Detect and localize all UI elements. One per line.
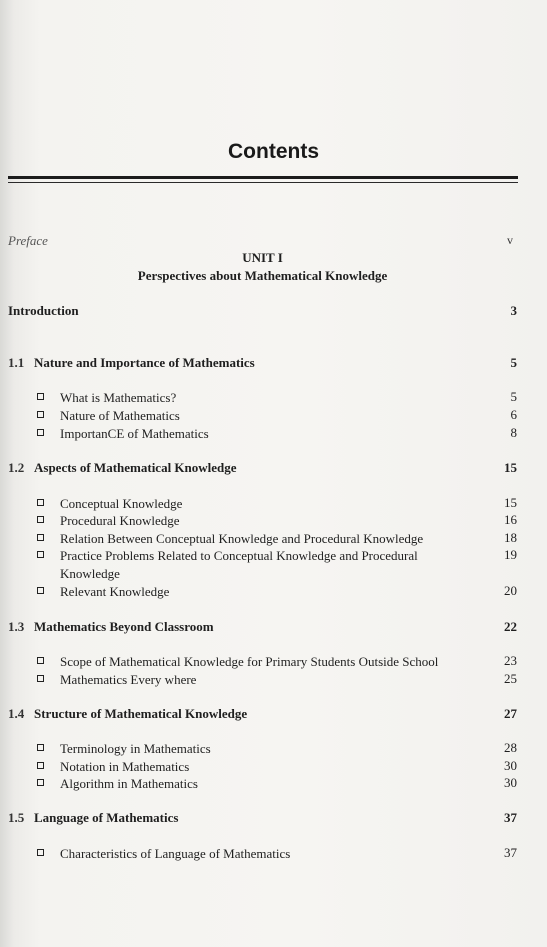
section-title: Language of Mathematics: [34, 810, 179, 825]
section-heading: [8, 619, 214, 635]
toc-item: [37, 845, 477, 863]
introduction-page: 3: [510, 303, 517, 318]
toc-item: [37, 547, 477, 582]
unit-subtitle: Perspectives about Mathematical Knowledge: [137, 268, 388, 283]
section-number: 1.4: [8, 706, 25, 721]
checkbox-bullet-icon: [37, 779, 44, 786]
section-number: 1.5: [8, 810, 25, 825]
unit-heading: UNIT I: [242, 250, 283, 265]
toc-item-label: Scope of Mathematical Knowledge for Primary Students Outside School: [60, 654, 439, 669]
toc-item-page: 25: [504, 671, 517, 686]
toc-item: [37, 495, 477, 513]
toc-item-label: Relevant Knowledge: [60, 584, 170, 599]
toc-item-page: 37: [504, 845, 517, 860]
toc-item-page: 23: [504, 653, 517, 668]
checkbox-bullet-icon: [37, 675, 44, 682]
toc-item: [37, 530, 477, 548]
page-title: Contents: [228, 140, 319, 163]
section-title: Aspects of Mathematical Knowledge: [34, 460, 237, 475]
checkbox-bullet-icon: [37, 516, 44, 523]
checkbox-bullet-icon: [37, 657, 44, 664]
title-rule-thin: [8, 182, 518, 183]
toc-item: [37, 758, 477, 776]
checkbox-bullet-icon: [37, 499, 44, 506]
checkbox-bullet-icon: [37, 849, 44, 856]
toc-item-page: 18: [504, 530, 517, 545]
section-number: 1.1: [8, 355, 25, 370]
toc-item: [37, 425, 477, 443]
section-heading: [8, 810, 178, 826]
toc-item-label: Notation in Mathematics: [60, 759, 190, 774]
checkbox-bullet-icon: [37, 744, 44, 751]
section-title: Structure of Mathematical Knowledge: [34, 706, 248, 721]
section-page: 22: [504, 619, 517, 634]
toc-item-label: Mathematics Every where: [60, 672, 197, 687]
toc-item: [37, 775, 477, 793]
toc-item: [37, 583, 477, 601]
toc-item-label: ImportanCE of Mathematics: [60, 426, 209, 441]
toc-item-label: Characteristics of Language of Mathematics: [60, 846, 291, 861]
checkbox-bullet-icon: [37, 587, 44, 594]
toc-item: [37, 653, 507, 671]
checkbox-bullet-icon: [37, 411, 44, 418]
toc-item: [37, 389, 477, 407]
toc-item-page: 28: [504, 740, 517, 755]
toc-item: [37, 740, 477, 758]
toc-item-label: Algorithm in Mathematics: [60, 776, 198, 791]
toc-item-page: 8: [510, 425, 517, 440]
toc-item-label: Nature of Mathematics: [60, 408, 180, 423]
section-heading: [8, 355, 255, 371]
introduction-heading: Introduction: [8, 303, 79, 318]
toc-item-page: 6: [510, 407, 517, 422]
toc-item-label: Relation Between Conceptual Knowledge and Procedural Knowledge: [60, 531, 424, 546]
section-heading: [8, 460, 237, 476]
preface-label: Preface: [8, 233, 48, 248]
toc-item-page: 16: [504, 512, 517, 527]
checkbox-bullet-icon: [37, 762, 44, 769]
section-title: Nature and Importance of Mathematics: [34, 355, 255, 370]
section-heading: [8, 706, 247, 722]
toc-item: [37, 407, 477, 425]
section-page: 15: [504, 460, 517, 475]
section-number: 1.3: [8, 619, 25, 634]
toc-item-label: Procedural Knowledge: [60, 513, 180, 528]
toc-item-label: Terminology in Mathematics: [60, 741, 211, 756]
section-page: 27: [504, 706, 517, 721]
section-page: 5: [510, 355, 517, 370]
title-rule-thick: [8, 176, 518, 179]
section-title: Mathematics Beyond Classroom: [34, 619, 214, 634]
checkbox-bullet-icon: [37, 551, 44, 558]
toc-item-page: 30: [504, 775, 517, 790]
toc-item-page: 5: [510, 389, 517, 404]
toc-item: [37, 512, 477, 530]
checkbox-bullet-icon: [37, 534, 44, 541]
toc-item-label: Practice Problems Related to Conceptual Knowledge and Procedural Knowledge: [60, 548, 418, 581]
toc-item-page: 20: [504, 583, 517, 598]
toc-item-page: 19: [504, 547, 517, 562]
checkbox-bullet-icon: [37, 429, 44, 436]
preface-page: v: [507, 233, 513, 247]
toc-item-label: What is Mathematics?: [60, 390, 177, 405]
section-page: 37: [504, 810, 517, 825]
section-number: 1.2: [8, 460, 25, 475]
toc-item-page: 30: [504, 758, 517, 773]
toc-item: [37, 671, 477, 689]
checkbox-bullet-icon: [37, 393, 44, 400]
toc-item-label: Conceptual Knowledge: [60, 496, 183, 511]
toc-item-page: 15: [504, 495, 517, 510]
